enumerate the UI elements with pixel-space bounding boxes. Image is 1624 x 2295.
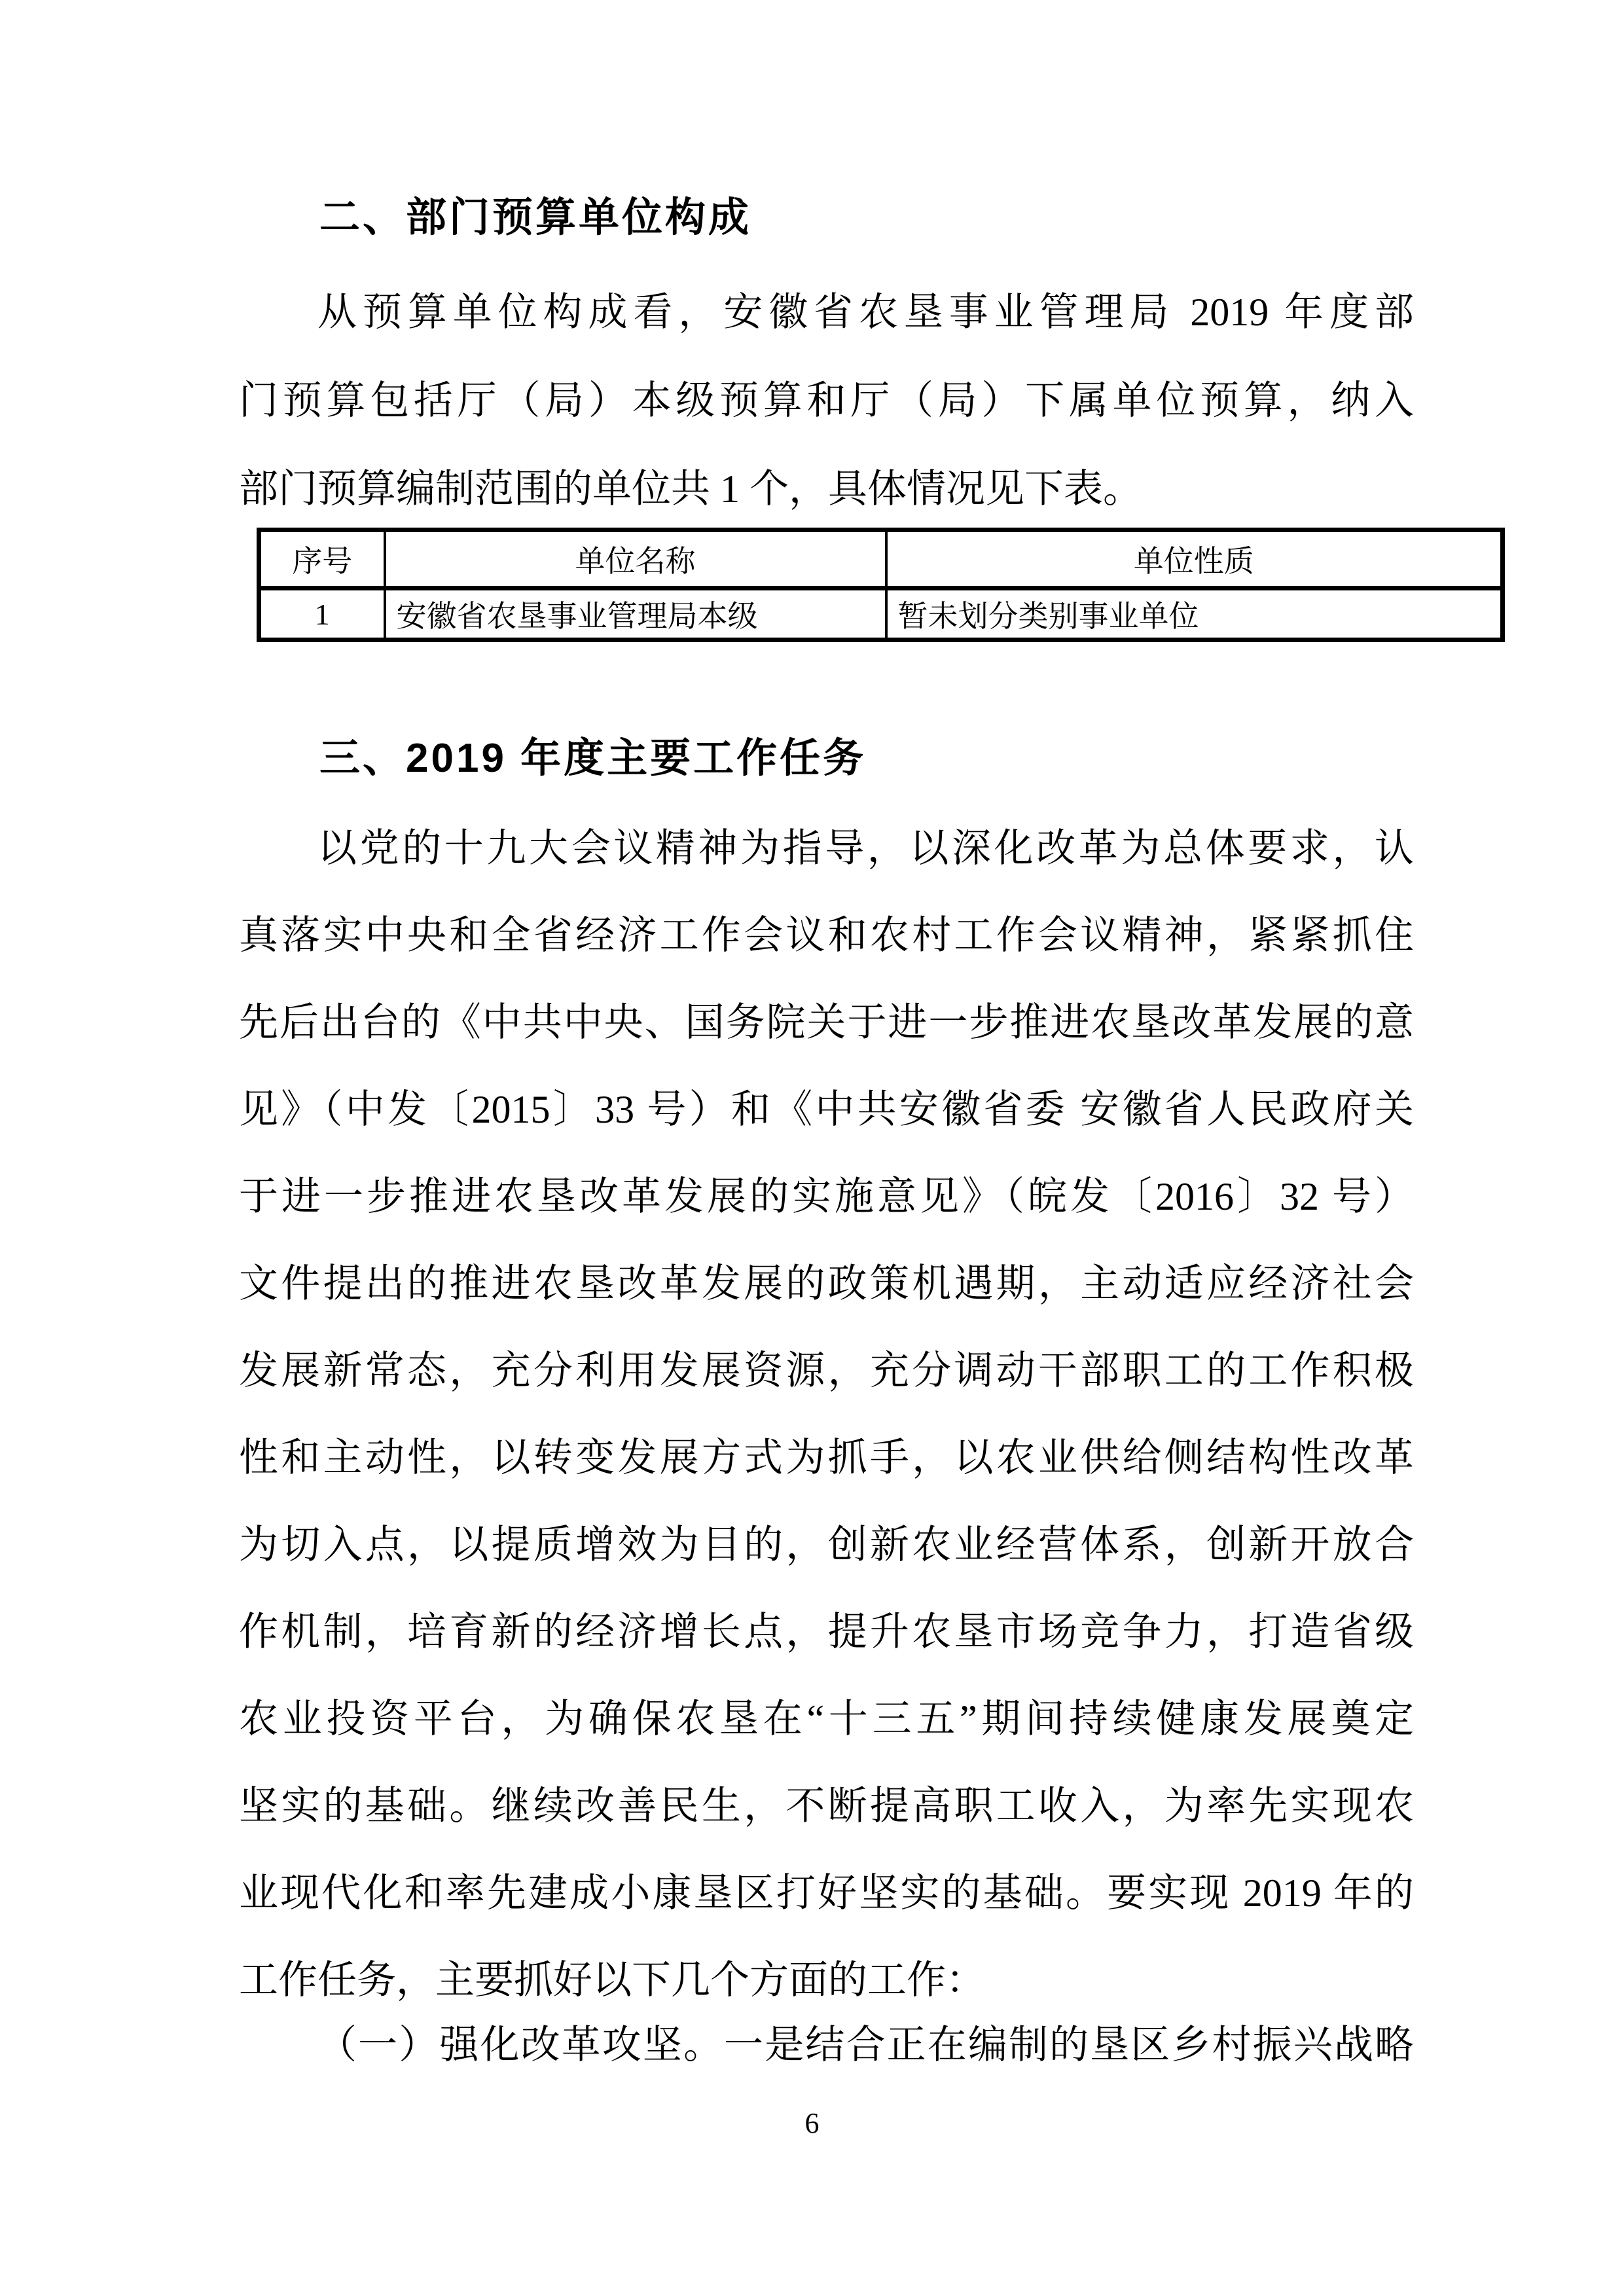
body-line: 门预算包括厅（局）本级预算和厅（局）下属单位预算，纳入 [239, 379, 1414, 422]
paragraph-budget-units [239, 268, 1414, 533]
table-header-cell-name: 单位名称 [385, 530, 886, 588]
table-header-cell-nature: 单位性质 [886, 530, 1503, 588]
body-line: 业现代化和率先建成小康垦区打好坚实的基础。要实现 2019 年的 [239, 1871, 1414, 1915]
body-line: 真落实中央和全省经济工作会议和农村工作会议精神，紧紧抓住 [239, 914, 1414, 957]
table-cell-name: 安徽省农垦事业管理局本级 [385, 588, 886, 640]
page-number: 6 [804, 2107, 820, 2139]
paragraph-reform-item-1 [239, 2002, 1414, 2089]
section-heading-budget-units: 二、部门预算单位构成 [319, 195, 752, 240]
body-line: 先后出台的《中共中央、国务院关于进一步推进农垦改革发展的意 [239, 1001, 1414, 1044]
table-header-cell-no: 序号 [259, 530, 385, 588]
budget-units-table [257, 528, 1505, 642]
body-line: 农业投资平台，为确保农垦在“十三五”期间持续健康发展奠定 [239, 1697, 1414, 1741]
table-header-row [259, 530, 1503, 588]
body-line: 发展新常态，充分利用发展资源，充分调动干部职工的工作积极 [239, 1349, 1414, 1392]
body-line: 文件提出的推进农垦改革发展的政策机遇期，主动适应经济社会 [239, 1262, 1414, 1305]
paragraph-work-tasks [239, 805, 1414, 2024]
body-line: 为切入点，以提质增效为目的，创新农业经营体系，创新开放合 [239, 1523, 1414, 1566]
body-line: 见》（中发〔2015〕33 号）和《中共安徽省委 安徽省人民政府关 [239, 1088, 1414, 1131]
body-line: 性和主动性，以转变发展方式为抓手，以农业供给侧结构性改革 [239, 1436, 1414, 1479]
body-line: 作机制，培育新的经济增长点，提升农垦市场竞争力，打造省级 [239, 1610, 1414, 1653]
table-cell-nature: 暂未划分类别事业单位 [886, 588, 1503, 640]
body-line: 以党的十九大会议精神为指导，以深化改革为总体要求，认 [317, 827, 1414, 870]
body-line: 于进一步推进农垦改革发展的实施意见》（皖发〔2016〕32 号） [239, 1175, 1414, 1218]
table-row [259, 588, 1503, 640]
body-line: 部门预算编制范围的单位共 1 个，具体情况见下表。 [239, 467, 1142, 511]
table-cell-no: 1 [259, 588, 385, 640]
body-line: 工作任务，主要抓好以下几个方面的工作： [239, 1959, 985, 2002]
section-heading-work-tasks: 三、2019 年度主要工作任务 [319, 736, 867, 781]
body-line: 坚实的基础。继续改善民生，不断提高职工收入，为率先实现农 [239, 1784, 1414, 1828]
body-line: （一）强化改革攻坚。一是结合正在编制的垦区乡村振兴战略 [317, 2023, 1414, 2067]
body-line: 从预算单位构成看，安徽省农垦事业管理局 2019 年度部 [317, 291, 1414, 334]
